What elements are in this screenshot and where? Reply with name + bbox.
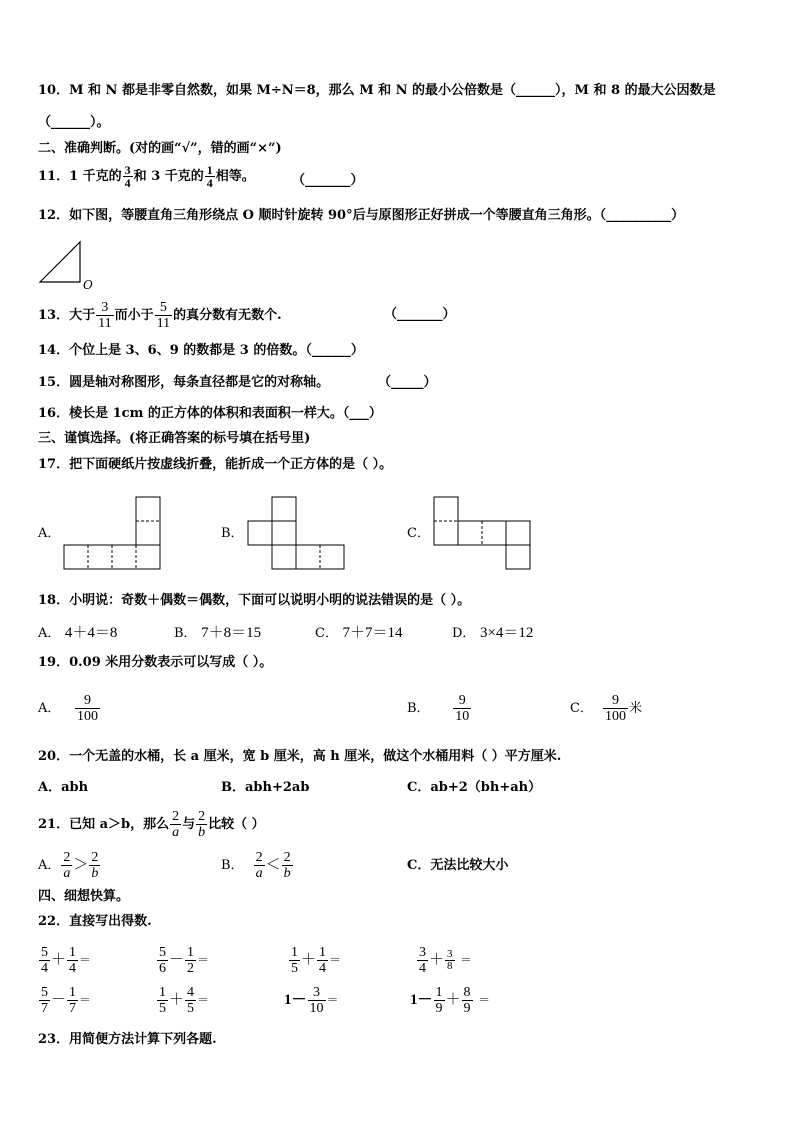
q22-item: 1－ $\frac{3}{10}$ ＝ — [284, 985, 339, 1016]
q21-option-a[interactable]: A． $\frac{2}{a}$ ＞ $\frac{2}{b}$ — [38, 850, 99, 881]
q21-option-b[interactable]: B． $\frac{2}{a}$ ＜ $\frac{2}{b}$ — [221, 850, 291, 881]
q22-text: 22．直接写出得数. — [38, 914, 152, 929]
q16: 16．棱长是 1cm 的正方体的体积和表面积一样大。（___） — [38, 406, 382, 421]
q11: 11．1 千克的 $\frac{3}{4}$ 和 3 千克的 $\frac{1}{4}$ 相等。 — [38, 163, 255, 190]
q20-text: 20．一个无盖的水桶，长 a 厘米，宽 b 厘米，高 h 厘米，做这个水桶用料（ ）平方厘米. — [38, 749, 562, 764]
q12-text: 12．如下图，等腰直角三角形绕点 O 顺时针旋转 90°后与原图形正好拼成一个等腰直角三角形。（__________） — [38, 208, 685, 223]
q18-option-d[interactable]: D． 3×4＝12 — [452, 625, 534, 641]
q22-item: $\frac{5}{4}$ ＋ $\frac{1}{4}$ ＝ — [41, 945, 92, 976]
fraction: $\frac{9}{100}$ — [605, 693, 627, 724]
q17-option-b-label[interactable]: B． — [221, 526, 244, 541]
q15: 15．圆是轴对称图形，每条直径都是它的对称轴。 — [38, 375, 330, 390]
q19-option-b[interactable]: B． $\frac{9}{10}$ — [407, 693, 470, 724]
q21-option-c[interactable]: C．无法比较大小 — [407, 858, 509, 873]
q22-item: $\frac{5}{7}$ － $\frac{1}{7}$ ＝ — [41, 985, 92, 1016]
section-3-heading: 三、谨慎选择。(将正确答案的标号填在括号里) — [38, 431, 311, 446]
q17-option-a-label[interactable]: A． — [38, 526, 61, 541]
q22-item: $\frac{5}{6}$ － $\frac{1}{2}$ ＝ — [159, 945, 210, 976]
fraction: $\frac{3}{4}$ — [124, 163, 131, 190]
q17-net-b — [247, 493, 351, 573]
q18-option-c[interactable]: C． 7＋7＝14 — [315, 625, 403, 641]
q23-text: 23．用简便方法计算下列各题. — [38, 1032, 217, 1047]
q10-line1: 10．M 和 N 都是非零自然数，如果 M÷N＝8，那么 M 和 N 的最小公倍数是（______），M 和 8 的最大公因数是 — [38, 83, 716, 98]
q19-text: 19．0.09 米用分数表示可以写成（ ）。 — [38, 655, 273, 670]
fraction: $\frac{1}{4}$ — [206, 163, 213, 190]
q21-text: 21．已知 a＞b，那么 $\frac{2}{a}$ 与 $\frac{2}{b}$ 比较（ ） — [38, 809, 265, 840]
q18-option-b[interactable]: B． 7＋8＝15 — [174, 625, 262, 641]
q18-text: 18．小明说：奇数＋偶数＝偶数，下面可以说明小明的说法错误的是（ ）。 — [38, 593, 471, 608]
q17-net-a — [63, 493, 167, 573]
q10-line2: （______）。 — [38, 115, 110, 130]
q13: 13．大于 $\frac{3}{11}$ 而小于 $\frac{5}{11}$ 的真分数有无数个. — [38, 300, 282, 331]
section-4-heading: 四、细想快算。 — [38, 889, 130, 904]
q13-answer-blank[interactable]: （_______） — [384, 307, 456, 322]
fraction: $\frac{5}{11}$ — [156, 300, 171, 331]
q22-item: $\frac{1}{5}$ ＋ $\frac{4}{5}$ ＝ — [159, 985, 210, 1016]
q11-answer-blank[interactable]: （_______） — [292, 173, 364, 188]
q17-text: 17．把下面硬纸片按虚线折叠，能折成一个正方体的是（ ）。 — [38, 457, 393, 472]
fraction: $\frac{2}{a}$ — [172, 809, 180, 840]
fraction: $\frac{9}{10}$ — [455, 693, 470, 724]
q19-option-c[interactable]: C． $\frac{9}{100}$ 米 — [570, 693, 643, 724]
q20-option-b[interactable]: B．abh+2ab — [221, 780, 310, 795]
q22-item: 1－ $\frac{1}{9}$ ＋ $\frac{8}{9}$ ＝ — [410, 985, 491, 1016]
q22-item: $\frac{3}{4}$ ＋ $\frac{3}{8}$ ＝ — [419, 945, 473, 976]
q17-option-c-label[interactable]: C． — [407, 526, 430, 541]
section-2-heading: 二、准确判断。(对的画“√”，错的画“×”) — [38, 141, 282, 156]
q18-option-a[interactable]: A． 4＋4＝8 — [38, 625, 118, 641]
fraction: $\frac{3}{11}$ — [98, 300, 112, 331]
fraction: $\frac{9}{100}$ — [76, 693, 98, 724]
q15-answer-blank[interactable]: （_____） — [378, 375, 437, 390]
fraction: $\frac{2}{b}$ — [198, 809, 206, 840]
q17-net-c — [433, 493, 541, 573]
q19-option-a[interactable]: A． $\frac{9}{100}$ — [38, 693, 98, 724]
q22-item: $\frac{1}{5}$ ＋ $\frac{1}{4}$ ＝ — [291, 945, 342, 976]
q14: 14．个位上是 3、6、9 的数都是 3 的倍数。（______） — [38, 343, 364, 358]
q20-option-c[interactable]: C．ab+2（bh+ah） — [407, 780, 542, 795]
q20-option-a[interactable]: A．abh — [38, 780, 89, 795]
point-o-label: O — [83, 278, 93, 292]
